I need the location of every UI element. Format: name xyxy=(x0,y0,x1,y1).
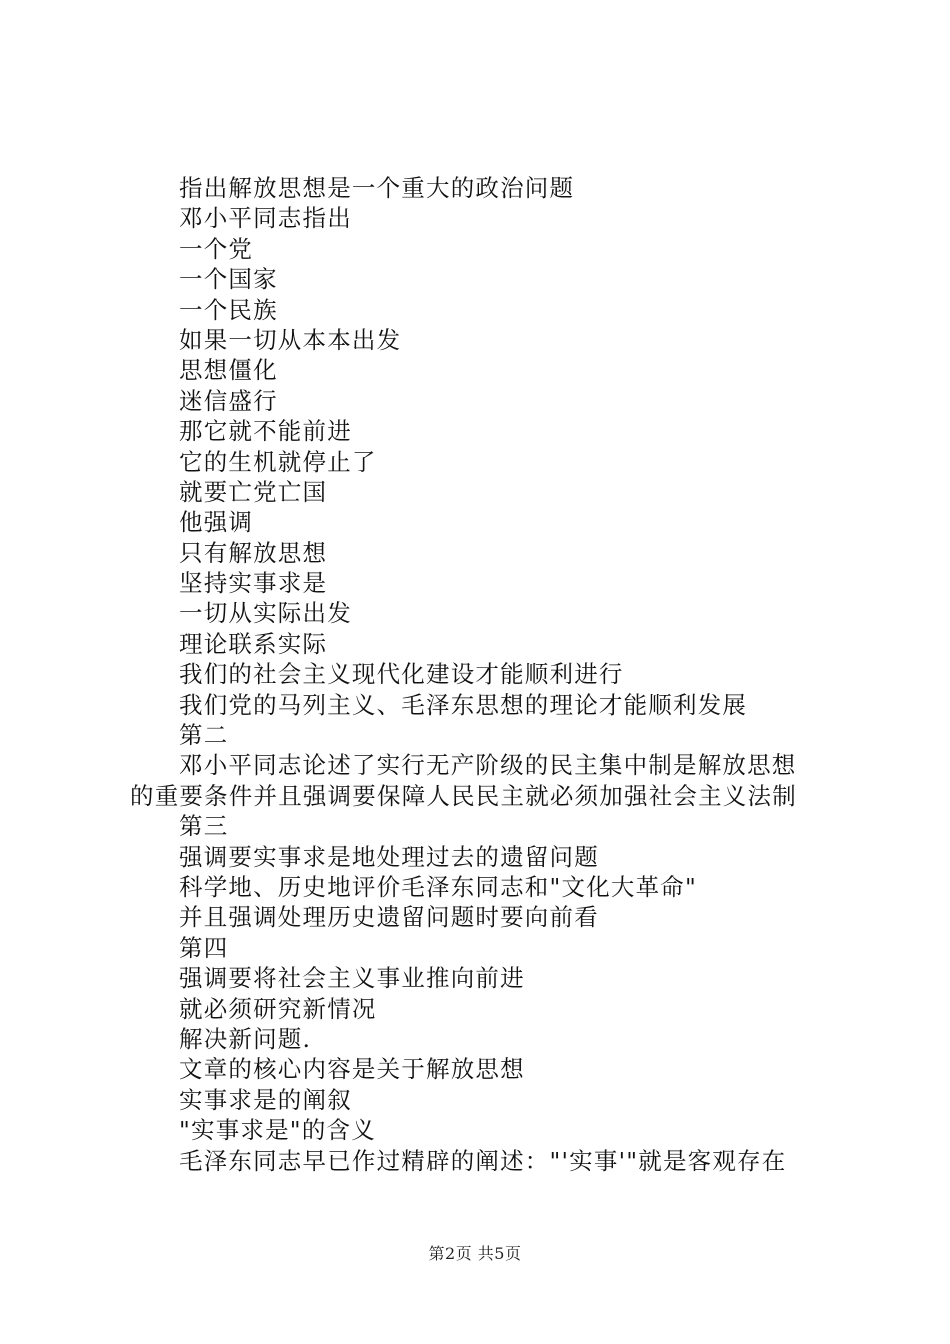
text-line: 文章的核心内容是关于解放思想 xyxy=(179,1055,525,1084)
text-line: 邓小平同志指出 xyxy=(179,204,352,233)
text-line: 并且强调处理历史遗留问题时要向前看 xyxy=(179,903,599,932)
text-line: 解决新问题. xyxy=(179,1024,312,1053)
text-line: 我们的社会主义现代化建设才能顺利进行 xyxy=(179,660,624,689)
text-line: 强调要实事求是地处理过去的遗留问题 xyxy=(179,842,599,871)
text-line: 坚持实事求是 xyxy=(179,569,328,598)
text-line: 指出解放思想是一个重大的政治问题 xyxy=(179,174,575,202)
text-line: 思想僵化 xyxy=(179,356,278,385)
text-line: 的重要条件并且强调要保障人民民主就必须加强社会主义法制 xyxy=(130,781,797,810)
text-line: 他强调 xyxy=(179,508,254,537)
text-line: 它的生机就停止了 xyxy=(179,447,377,476)
page-footer xyxy=(0,1244,950,1264)
text-line: 一个国家 xyxy=(179,265,278,294)
text-line: 第三 xyxy=(179,812,229,841)
text-line: 第四 xyxy=(179,933,229,962)
text-line: 一个党 xyxy=(179,234,254,263)
page-number-label: 第2页 共5页 xyxy=(428,1244,522,1263)
text-line: 就要亡党亡国 xyxy=(179,477,328,506)
text-line: 一个民族 xyxy=(179,295,278,324)
text-line: 那它就不能前进 xyxy=(179,417,352,446)
text-line: 理论联系实际 xyxy=(179,629,328,658)
text-line: 我们党的马列主义、毛泽东思想的理论才能顺利发展 xyxy=(179,690,748,719)
text-line: 就必须研究新情况 xyxy=(179,994,377,1023)
document-body xyxy=(130,173,850,1176)
text-line: 毛泽东同志早已作过精辟的阐述："'实事'"就是客观存在 xyxy=(179,1146,787,1175)
text-line: "实事求是"的含义 xyxy=(179,1116,376,1145)
text-line: 邓小平同志论述了实行无产阶级的民主集中制是解放思想 xyxy=(179,751,797,780)
text-line: 强调要将社会主义事业推向前进 xyxy=(179,964,525,993)
text-line: 迷信盛行 xyxy=(179,386,278,415)
text-line: 第二 xyxy=(179,721,229,750)
text-line: 只有解放思想 xyxy=(179,538,328,567)
text-line: 科学地、历史地评价毛泽东同志和"文化大革命" xyxy=(179,872,698,901)
text-line: 如果一切从本本出发 xyxy=(179,325,402,354)
text-line: 一切从实际出发 xyxy=(179,599,352,628)
text-line: 实事求是的阐叙 xyxy=(179,1085,352,1114)
